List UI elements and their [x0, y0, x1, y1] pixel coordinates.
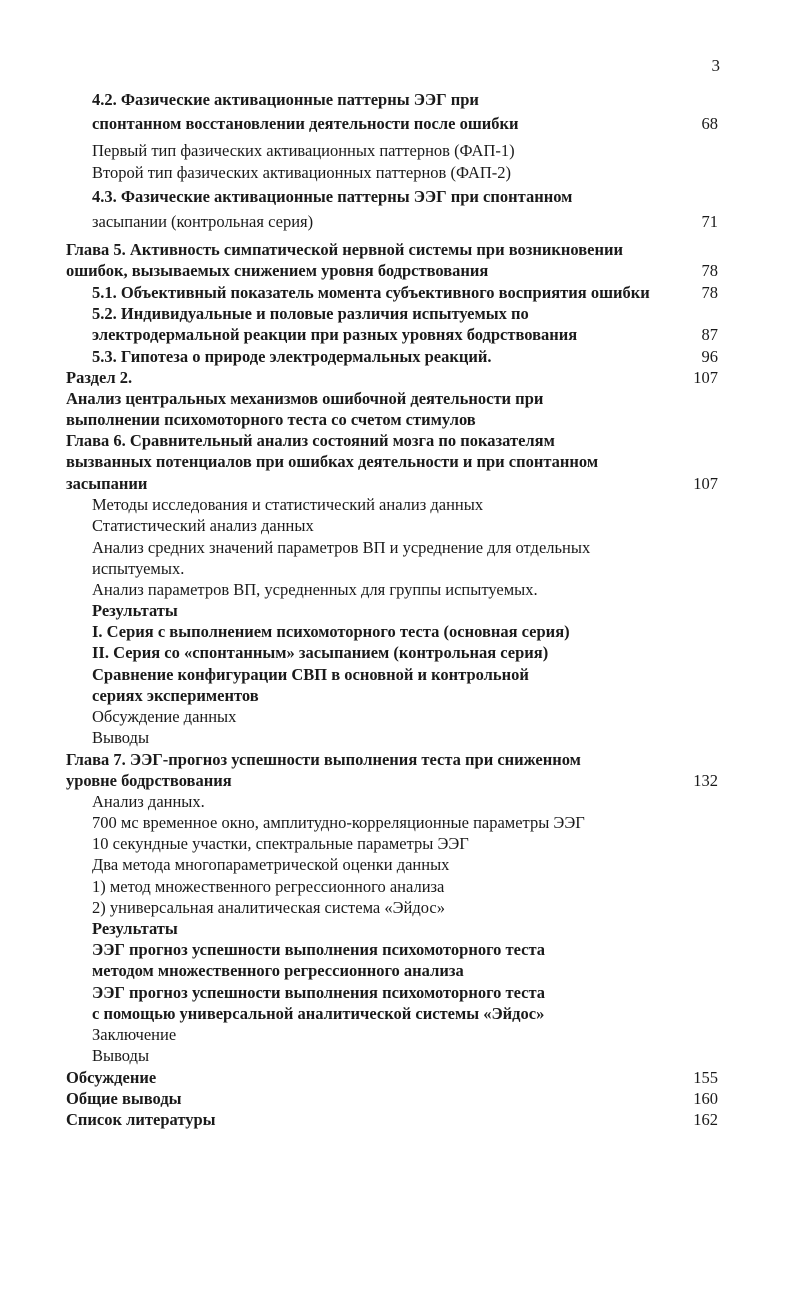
toc-entry: Сравнение конфигурации СВП в основной и контрольной [92, 665, 529, 684]
toc-entry: ЭЭГ прогноз успешности выполнения психомоторного теста [92, 983, 546, 1002]
toc-entry: Выводы [92, 1046, 150, 1065]
toc-entry: 5.1. Объективный показатель момента субъективного восприятия ошибки [92, 283, 650, 302]
toc-entry: спонтанном восстановлении деятельности после ошибки [92, 114, 519, 133]
toc-page-number: 71 [701, 212, 718, 231]
toc-entry: испытуемых. [92, 559, 185, 578]
toc-entry: 700 мс временное окно, амплитудно-корреляционные параметры ЭЭГ [92, 813, 585, 832]
toc-entry: 1) метод множественного регрессионного анализа [92, 877, 445, 896]
page-number: 3 [711, 56, 720, 75]
toc-page-number: 107 [693, 474, 718, 493]
toc-page-number: 68 [701, 114, 718, 133]
toc-entry: 2) универсальная аналитическая система «Эйдос» [92, 898, 445, 917]
toc-entry: Выводы [92, 728, 150, 747]
toc-entry: 4.3. Фазические активационные паттерны ЭЭГ при спонтанном [92, 187, 573, 206]
toc-entry: Второй тип фазических активационных паттернов (ФАП-2) [92, 163, 512, 182]
toc-page-number: 132 [693, 771, 718, 790]
toc-entry: Анализ средних значений параметров ВП и усреднение для отдельных [92, 538, 591, 557]
toc-page-number: 96 [701, 347, 718, 366]
toc-page-number: 162 [693, 1110, 718, 1129]
toc-entry: 10 секундные участки, спектральные параметры ЭЭГ [92, 834, 469, 853]
toc-entry: сериях экспериментов [92, 686, 259, 705]
toc-entry: Обсуждение [66, 1068, 157, 1087]
toc-entry: Первый тип фазических активационных паттернов (ФАП-1) [92, 141, 515, 160]
toc-entry: Статистический анализ данных [92, 516, 314, 535]
toc-entry: Анализ данных. [92, 792, 205, 811]
toc-entry: засыпании [66, 474, 148, 493]
toc-entry: засыпании (контрольная серия) [92, 212, 314, 231]
toc-entry: методом множественного регрессионного анализа [92, 961, 464, 980]
toc-entry: Глава 6. Сравнительный анализ состояний мозга по показателям [66, 431, 555, 450]
toc-entry: Глава 5. Активность симпатической нервной системы при возникновении [66, 240, 623, 259]
toc-entry: I. Серия с выполнением психомоторного теста (основная серия) [92, 622, 570, 641]
toc-entry: Результаты [92, 919, 178, 938]
toc-page-number: 78 [701, 283, 718, 302]
toc-entry: Общие выводы [66, 1089, 182, 1108]
toc-entry: Список литературы [66, 1110, 216, 1129]
toc-entry: Анализ параметров ВП, усредненных для группы испытуемых. [92, 580, 538, 599]
toc-entry: Раздел 2. [66, 368, 133, 387]
toc-entry: с помощью универсальной аналитической системы «Эйдос» [92, 1004, 545, 1023]
toc-entry: Методы исследования и статистический анализ данных [92, 495, 484, 514]
toc-page-number: 107 [693, 368, 718, 387]
toc-page-number: 78 [701, 261, 718, 280]
toc-entry: вызванных потенциалов при ошибках деятельности и при спонтанном [66, 452, 599, 471]
toc-entry: 4.2. Фазические активационные паттерны ЭЭГ при [92, 90, 479, 109]
toc-entry: выполнении психомоторного теста со счетом стимулов [66, 410, 476, 429]
toc-entry: ошибок, вызываемых снижением уровня бодрствования [66, 261, 489, 280]
toc-page-number: 155 [693, 1068, 718, 1087]
toc-entry: 5.2. Индивидуальные и половые различия испытуемых по [92, 304, 529, 323]
toc-page-number: 160 [693, 1089, 718, 1108]
toc-entry: Результаты [92, 601, 178, 620]
toc-entry: Обсуждение данных [92, 707, 237, 726]
toc-entry: Два метода многопараметрической оценки данных [92, 855, 450, 874]
toc-entry: Глава 7. ЭЭГ-прогноз успешности выполнения теста при сниженном [66, 750, 581, 769]
toc-entry: электродермальной реакции при разных уровнях бодрствования [92, 325, 578, 344]
toc-entry: II. Серия со «спонтанным» засыпанием (контрольная серия) [92, 643, 549, 662]
toc-entry: Анализ центральных механизмов ошибочной деятельности при [66, 389, 544, 408]
toc-entry: Заключение [92, 1025, 177, 1044]
toc-entry: уровне бодрствования [66, 771, 232, 790]
toc-entry: 5.3. Гипотеза о природе электродермальных реакций. [92, 347, 492, 366]
toc-entry: ЭЭГ прогноз успешности выполнения психомоторного теста [92, 940, 546, 959]
toc-page-number: 87 [701, 325, 718, 344]
